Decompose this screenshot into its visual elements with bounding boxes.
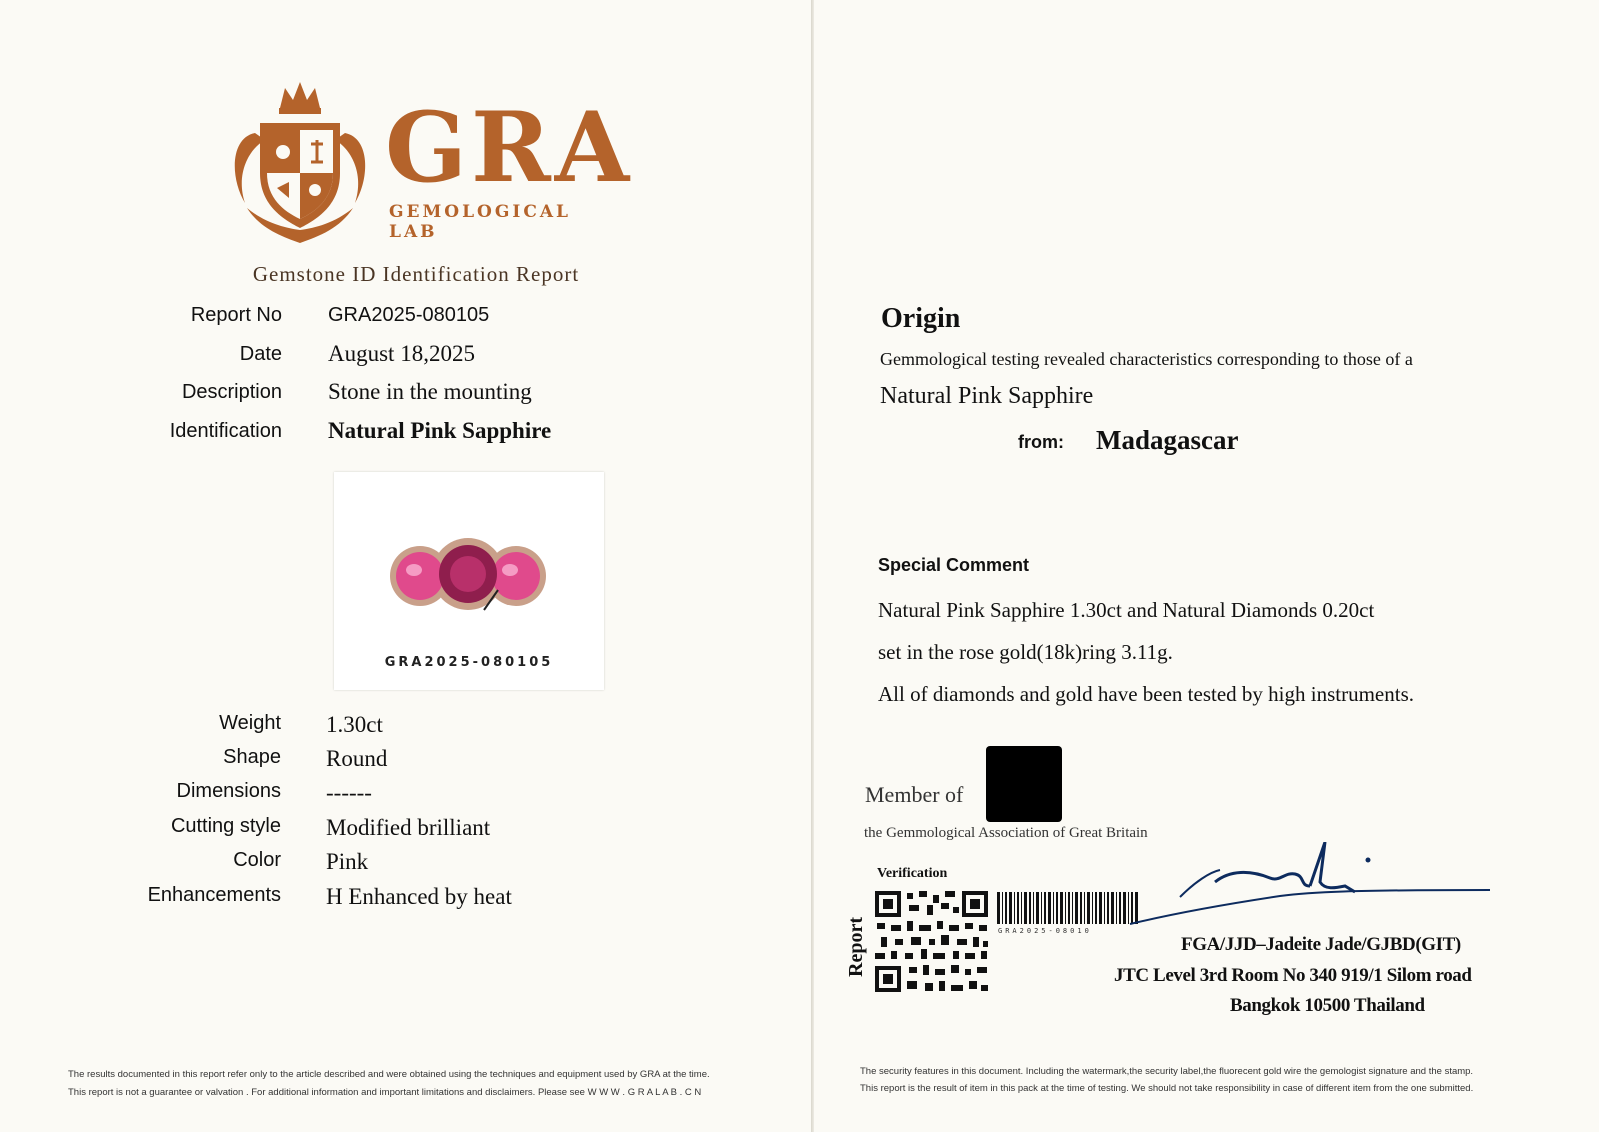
field-label: Description [181, 381, 282, 403]
field-label: Identification [169, 420, 282, 442]
gra-logo [225, 78, 634, 253]
barcode-caption: GRA2025-08010 [998, 927, 1092, 935]
brand-wordmark: GRA [385, 91, 634, 204]
field-value: Stone in the mounting [328, 379, 532, 404]
origin-title: Origin [881, 303, 961, 334]
field-date [0, 341, 812, 375]
report-title: Gemstone ID Identification Report [252, 262, 580, 286]
field-weight [0, 712, 812, 746]
right-footer-line-1: The security features in this document. Including the watermark,the security label,the fluorecent gold wire the gemologist signature and the stamp. [860, 1066, 1474, 1077]
report-label: Report [845, 917, 867, 977]
field-enhancements [0, 884, 812, 918]
field-label: Enhancements [147, 884, 281, 906]
field-label: Report No [190, 304, 282, 326]
field-value: Pink [326, 849, 369, 874]
origin-from-label: from: [1018, 432, 1064, 452]
field-shape [0, 746, 812, 780]
verification-label: Verification [877, 866, 948, 881]
field-dimensions [0, 780, 812, 814]
gemstone-photo [334, 472, 604, 690]
ring-image [388, 532, 548, 622]
signatory-address-2: Bangkok 10500 Thailand [1230, 995, 1425, 1016]
field-value: GRA2025-080105 [328, 304, 490, 326]
right-footer-line-2: This report is the result of item in this pack at the time of testing. We should not take responsibility in case of different item from the one submitted. [860, 1083, 1474, 1094]
special-comment-line: Natural Pink Sapphire 1.30ct and Natural Diamonds 0.20ct [878, 598, 1375, 622]
field-label: Weight [219, 712, 281, 734]
field-description [0, 379, 812, 413]
field-value: 1.30ct [326, 712, 383, 737]
qr-code-icon[interactable] [873, 889, 990, 994]
field-label: Shape [223, 746, 281, 768]
field-label: Date [239, 343, 282, 365]
field-value: Natural Pink Sapphire [328, 418, 552, 443]
special-comment-line: set in the rose gold(18k)ring 3.11g. [878, 640, 1173, 664]
member-organization: the Gemmological Association of Great Britain [864, 825, 1148, 841]
field-report-no [0, 302, 812, 336]
field-value: ------ [326, 780, 372, 805]
field-label: Color [233, 849, 281, 871]
brand-subtitle: GEMOLOGICAL LAB [389, 202, 572, 242]
crest-icon [225, 78, 375, 248]
field-identification [0, 418, 812, 452]
origin-text: Gemmological testing revealed characteristics corresponding to those of a [880, 349, 1413, 369]
field-value: August 18,2025 [328, 341, 475, 366]
field-value: Modified brilliant [326, 815, 491, 840]
member-badge [986, 746, 1062, 822]
left-footer-line-2: This report is not a guarantee or valvation . For additional information and important limitations and disclaimers. Please see W W W . G R A L A B . C N [68, 1087, 702, 1098]
field-color [0, 849, 812, 883]
field-cutting-style [0, 815, 812, 849]
left-footer-line-1: The results documented in this report refer only to the article described and were obtained using the techniques and equipment used by GRA at the time. [68, 1069, 710, 1080]
signatory-address-1: JTC Level 3rd Room No 340 919/1 Silom road [1114, 965, 1472, 986]
field-label: Cutting style [170, 815, 281, 837]
special-comment-line: All of diamonds and gold have been tested by high instruments. [878, 682, 1414, 706]
special-comment-title: Special Comment [878, 555, 1030, 575]
field-value: Round [326, 746, 388, 771]
signature-icon [1120, 842, 1500, 942]
photo-caption: GRA2025-080105 [384, 655, 554, 670]
origin-country: Madagascar [1096, 425, 1239, 455]
signatory-credentials: FGA/JJD–Jadeite Jade/GJBD(GIT) [1181, 934, 1461, 955]
field-label: Dimensions [176, 780, 281, 802]
origin-stone: Natural Pink Sapphire [880, 383, 1094, 409]
page-fold [811, 0, 814, 1132]
field-value: H Enhanced by heat [326, 884, 512, 909]
member-of-label: Member of [865, 782, 964, 807]
